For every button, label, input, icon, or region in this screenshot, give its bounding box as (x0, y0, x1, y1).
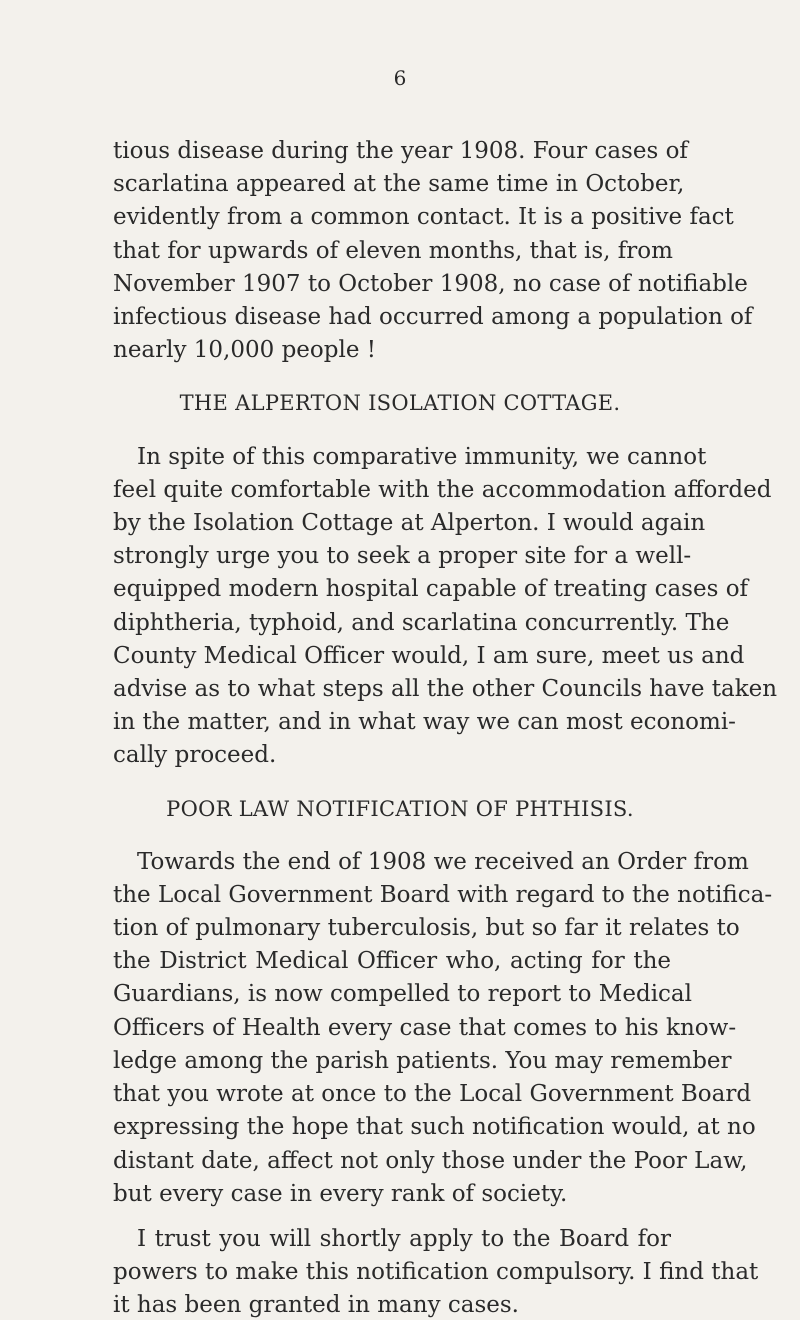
para2-line-10: cally proceed. (113, 742, 277, 768)
para3-line-2: the Local Government Board with regard to the notifica- (113, 882, 773, 908)
para4-line-2: powers to make this notification compulsory. I find that (113, 1259, 759, 1285)
para2-line-7: County Medical Officer would, I am sure, meet us and (113, 643, 745, 669)
para1-line-3: evidently from a common contact. It is a positive fact (113, 204, 734, 230)
para1-line-6: infectious disease had occurred among a population of (113, 304, 753, 330)
para3-line-11: but every case in every rank of society. (113, 1181, 568, 1207)
para1-line-1: tious disease during the year 1908. Four cases of (113, 138, 688, 164)
para1-line-5: November 1907 to October 1908, no case of notifiable (113, 271, 748, 297)
para3-line-4: the District Medical Officer who, acting for the (113, 948, 671, 974)
para1-line-4: that for upwards of eleven months, that is, from (113, 238, 673, 264)
para2-line-8: advise as to what steps all the other Councils have taken (113, 676, 778, 702)
para2-line-9: in the matter, and in what way we can most economi- (113, 709, 736, 735)
para3-line-9: expressing the hope that such notification would, at no (113, 1114, 756, 1140)
para3-line-6: Officers of Health every case that comes to his know- (113, 1015, 737, 1041)
para2-line-2: feel quite comfortable with the accommodation afforded (113, 477, 772, 503)
para2-line-3: by the Isolation Cottage at Alperton. I would again (113, 510, 706, 536)
para1-line-7: nearly 10,000 people ! (113, 337, 377, 363)
para3-line-5: Guardians, is now compelled to report to Medical (113, 981, 692, 1007)
para2-line-6: diphtheria, typhoid, and scarlatina concurrently. The (113, 610, 730, 636)
section-heading-alperton: THE ALPERTON ISOLATION COTTAGE. (179, 391, 621, 415)
para3-line-7: ledge among the parish patients. You may remember (113, 1048, 732, 1074)
para3-line-1: Towards the end of 1908 we received an Order from (137, 849, 749, 875)
section-heading-poor-law: POOR LAW NOTIFICATION OF PHTHISIS. (166, 797, 634, 821)
para2-line-1: In spite of this comparative immunity, we cannot (137, 444, 707, 470)
para3-line-8: that you wrote at once to the Local Government Board (113, 1081, 752, 1107)
para2-line-4: strongly urge you to seek a proper site for a well- (113, 543, 692, 569)
para3-line-10: distant date, affect not only those under the Poor Law, (113, 1148, 748, 1174)
para1-line-2: scarlatina appeared at the same time in October, (113, 171, 685, 197)
para4-line-3: it has been granted in many cases. (113, 1292, 519, 1318)
page-number: 6 (393, 66, 407, 90)
para3-line-3: tion of pulmonary tuberculosis, but so far it relates to (113, 915, 740, 941)
para2-line-5: equipped modern hospital capable of treating cases of (113, 576, 749, 602)
para4-line-1: I trust you will shortly apply to the Board for (137, 1226, 671, 1252)
